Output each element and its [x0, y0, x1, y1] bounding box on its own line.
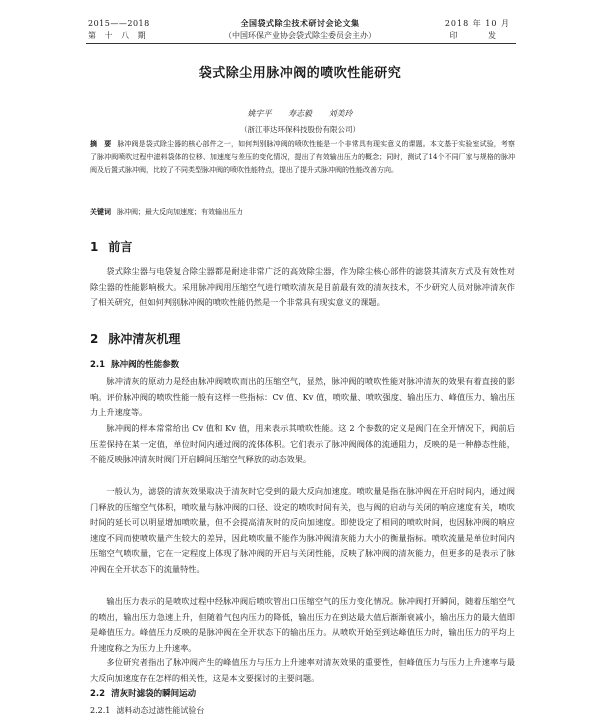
header-year-range: 2015——2018: [88, 19, 150, 28]
header-printed: 印 发: [449, 31, 510, 40]
header-proceedings-title: 全国袋式除尘技术研讨会论文集: [240, 18, 360, 28]
authors: 姚宇平 寿志毅 刘美玲: [247, 109, 353, 118]
subsection-heading-2-1: [90, 358, 179, 370]
keywords-label: 关键词: [90, 207, 111, 216]
subsubsection-title: 滤料动态过滤性能试验台: [116, 706, 205, 715]
header-rule: [86, 43, 516, 44]
header-date: 2018 年 10 月: [444, 19, 510, 28]
subsection-title: 清灰时滤袋的瞬间运动: [111, 689, 197, 699]
section-title: 脉冲清灰机理: [108, 332, 181, 346]
paragraph: 一般认为，滤袋的清灰效果取决于清灰时它受到的最大反向加速度。喷吹量是指在脉冲阀在开启时间内，通过阀门释放的压缩空气体积，喷吹量与脉冲阀的口径、设定的喷吹时间有关，也与阀的启动与关闭的响应速度有关，喷吹时间的延长可以明显增加喷吹量，但不会提高清灰时的反向加速度。即使设定了相同的喷吹时间，也因脉冲阀的响应速度不同而使喷吹量产生较大的差异，因此喷吹量不能作为脉冲阀清灰能力大小的衡量指标。喷吹流量是单位时间内压缩空气喷吹量，它在一定程度上体现了脉冲阀的开启与关闭性能，反映了脉冲阀的清灰能力，但更多的是表示了脉冲阀在全开状态下的流量特性。: [90, 486, 515, 574]
affiliation: （浙江菲达环保科技股份有限公司）: [240, 125, 360, 134]
section-number: 1: [90, 240, 99, 254]
abstract: [90, 137, 515, 177]
section-heading-1: [90, 238, 132, 255]
section-title: 前言: [108, 240, 133, 254]
abstract-text: 脉冲阀是袋式除尘器的核心部件之一，如何判别脉冲阀的喷吹性能是一个非常具有现实意义的课题。本文基于实验室试验，考察了脉冲阀喷吹过程中滤料袋体的位移、加速度与差压的变化情况，提出了有效输出压力的概念；同时，测试了14个不同厂家与规格的脉冲阀及后置式脉冲阀，比较了不同类型脉冲阀的喷吹性能特点，提出了提升式脉冲阀的性能改善方向。: [90, 140, 516, 174]
header-organizer: （中国环保产业协会袋式除尘委员会主办）: [224, 31, 376, 40]
header-issue: 第 十 八 期: [88, 31, 149, 40]
paper-title: 袋式除尘用脉冲阀的喷吹性能研究: [198, 66, 402, 81]
paragraph: 多位研究者指出了脉冲阀产生的峰值压力与压力上升速率对清灰效果的重要性，但峰值压力与压力上升速率与最大反向加速度存在怎样的相关性，这是本文要探讨的主要问题。: [90, 657, 515, 683]
subsection-number: 2.1: [90, 360, 106, 370]
keywords-text: 脉冲阀；最大反向加速度；有效输出压力: [117, 208, 243, 216]
subsubsection-number: 2.2.1: [90, 706, 111, 715]
subsection-heading-2-2: [90, 687, 196, 699]
paragraph: 脉冲清灰的原动力是经由脉冲阀喷吹而出的压缩空气，显然，脉冲阀的喷吹性能对脉冲清灰的效果有着直接的影响。评价脉冲阀的喷吹性能一般有这样一些指标：Cv 值、Kv 值，喷吹量、喷吹强度、输出压力、峰值压力、输出压力上升速度等。: [90, 376, 515, 417]
section-heading-2: [90, 330, 180, 347]
subsection-title: 脉冲阀的性能参数: [111, 360, 180, 370]
running-header: [0, 8, 600, 48]
abstract-label: 摘 要: [90, 139, 112, 148]
subsection-number: 2.2: [90, 689, 106, 699]
paragraph-intro: 袋式除尘器与电袋复合除尘器都是耐途非常广泛的高效除尘器，作为除尘核心部件的滤袋其清灰方式及有效性对除尘器的性能影响极大。采用脉冲阀用压缩空气进行喷吹清灰是目前最有效的清灰技术，不少研究人员对脉冲清灰作了相关研究，但如何判别脉冲阀的喷吹性能仍然是一个非常具有现实意义的课题。: [90, 266, 515, 307]
paragraph: 脉冲阀的样本常常给出 Cv 值和 Kv 值，用来表示其喷吹性能。这 2 个参数的定义是阀门在全开情况下，阀前后压差保持在某一定值，单位时间内通过阀的流体体积。它们表示了脉冲阀阀体的流通阻力，反映的是一种静态性能，不能反映脉冲清灰时阀门开启瞬间压缩空气释放的动态效果。: [90, 423, 515, 464]
subsubsection-heading-2-2-1: [90, 705, 204, 716]
section-number: 2: [90, 332, 99, 346]
keywords: [90, 206, 515, 218]
paragraph: 输出压力表示的是喷吹过程中经脉冲阀后喷吹管出口压缩空气的压力变化情况。脉冲阀打开瞬间，随着压缩空气的喷出，输出压力急速上升，但随着气包内压力的降低，输出压力在到达最大值后渐渐衰减小，输出压力的最大值即是峰值压力。峰值压力反映的是脉冲阀在全开状态下的输出压力。从喷吹开始至到达峰值压力时，输出压力的平均上升速度称之为压力上升速率。: [90, 596, 515, 653]
